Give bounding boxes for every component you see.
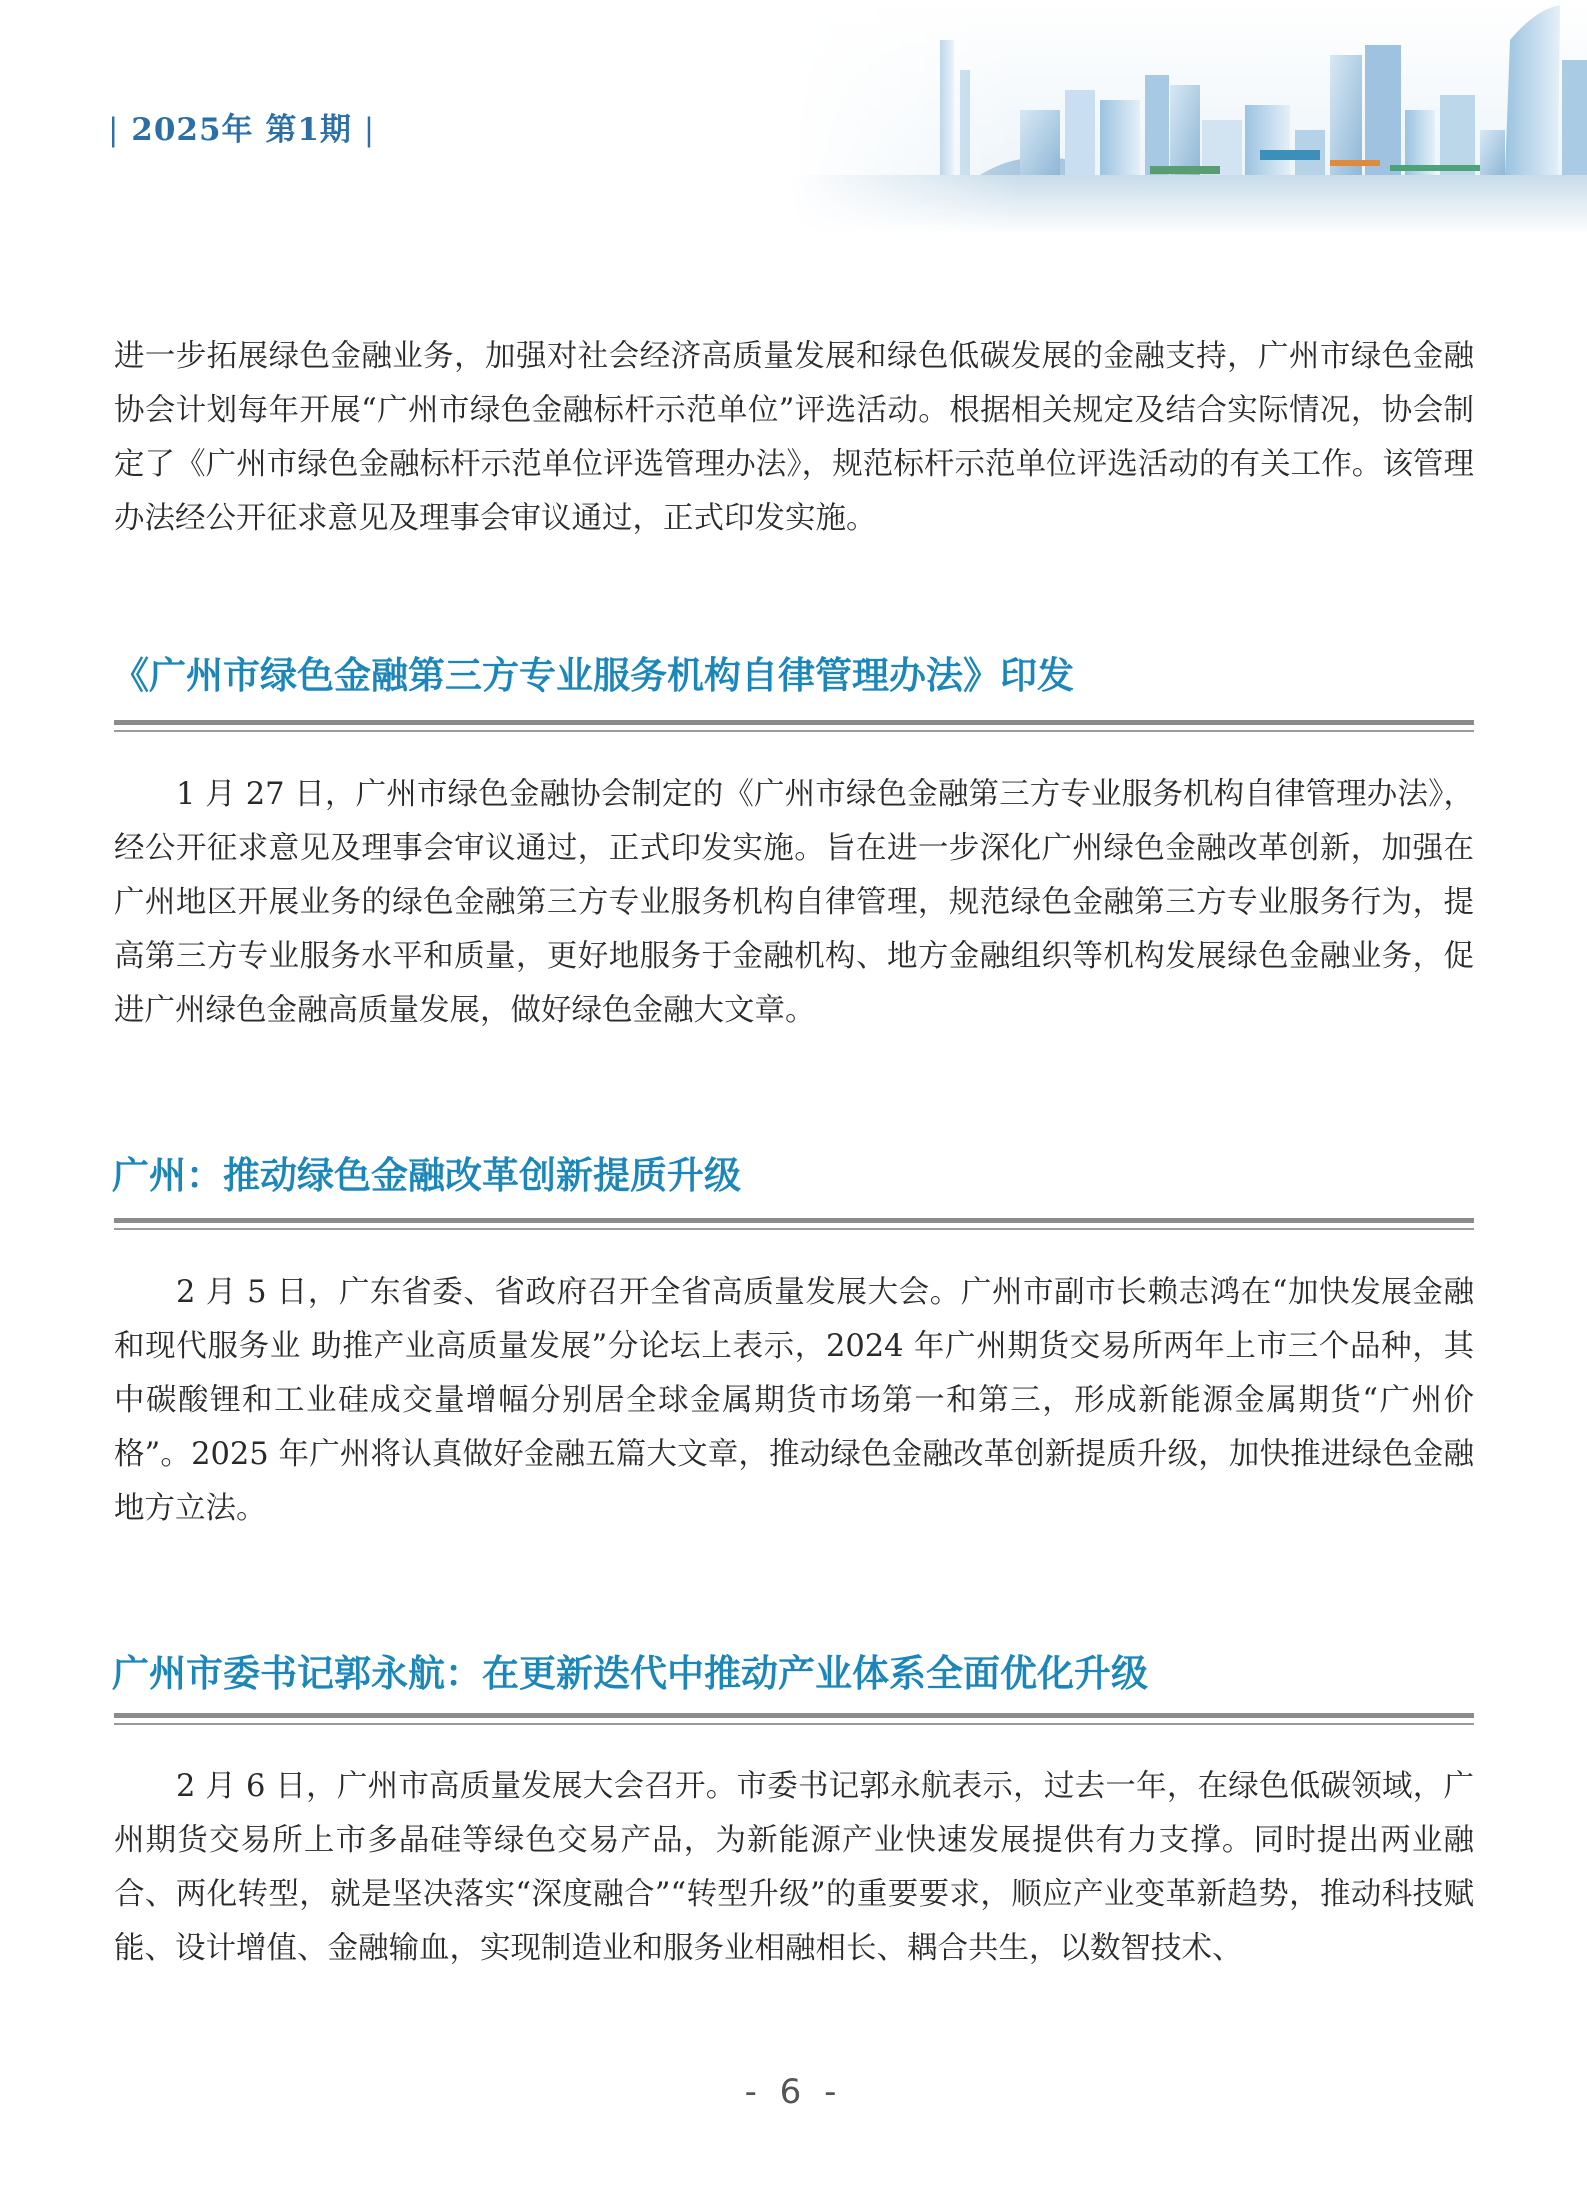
city-skyline-banner bbox=[790, 0, 1587, 235]
section-body-2: 2 月 5 日，广东省委、省政府召开全省高质量发展大会。广州市副市长赖志鸿在“加快发展金融和现代服务业 助推产业高质量发展”分论坛上表示，2024 年广州期货交易所两年上市三个品种，其中碳酸锂和工业硅成交量增幅分别居全球金属期货市场第一和第三，形成新能源金属期货“广州价格”。2025 年广州将认真做好金融五篇大文章，推动绿色金融改革创新提质升级，加快推进绿色金融地方立法。 bbox=[114, 1275, 1474, 1526]
page-number: - 6 - bbox=[744, 2072, 843, 2112]
section-title-3: 广州市委书记郭永航：在更新迭代中推动产业体系全面优化升级 bbox=[112, 1652, 1148, 1695]
section-rule-3 bbox=[114, 1713, 1474, 1729]
section-body-3: 2 月 6 日，广州市高质量发展大会召开。市委书记郭永航表示，过去一年，在绿色低碳领域，广州期货交易所上市多晶硅等绿色交易产品，为新能源产业快速发展提供有力支撑。同时提出两业融合、两化转型，就是坚决落实“深度融合”“转型升级”的重要要求，顺应产业变革新趋势，推动科技赋能、设计增值、金融输血，实现制造业和服务业相融相长、耦合共生，以数智技术、 bbox=[114, 1769, 1474, 1966]
section-title-2: 广州：推动绿色金融改革创新提质升级 bbox=[112, 1154, 741, 1197]
issue-divider-right: | bbox=[363, 112, 376, 148]
section-body-1: 1 月 27 日，广州市绿色金融协会制定的《广州市绿色金融第三方专业服务机构自律管理办法》，经公开征求意见及理事会审议通过，正式印发实施。旨在进一步深化广州绿色金融改革创新，加强在广州地区开展业务的绿色金融第三方专业服务机构自律管理，规范绿色金融第三方专业服务行为，提高第三方专业服务水平和质量，更好地服务于金融机构、地方金融组织等机构发展绿色金融业务，促进广州绿色金融高质量发展，做好绿色金融大文章。 bbox=[114, 777, 1474, 1028]
section-rule-2 bbox=[114, 1218, 1474, 1234]
issue-text: 2025年 第1期 bbox=[131, 112, 352, 148]
section-rule-1 bbox=[114, 720, 1474, 736]
section-title-1: 《广州市绿色金融第三方专业服务机构自律管理办法》印发 bbox=[112, 654, 1074, 697]
issue-divider-left: | bbox=[108, 112, 120, 148]
issue-label bbox=[108, 104, 375, 149]
intro-paragraph: 进一步拓展绿色金融业务，加强对社会经济高质量发展和绿色低碳发展的金融支持，广州市绿色金融协会计划每年开展“广州市绿色金融标杆示范单位”评选活动。根据相关规定及结合实际情况，协会制定了《广州市绿色金融标杆示范单位评选管理办法》，规范标杆示范单位评选活动的有关工作。该管理办法经公开征求意见及理事会审议通过，正式印发实施。 bbox=[114, 339, 1474, 536]
